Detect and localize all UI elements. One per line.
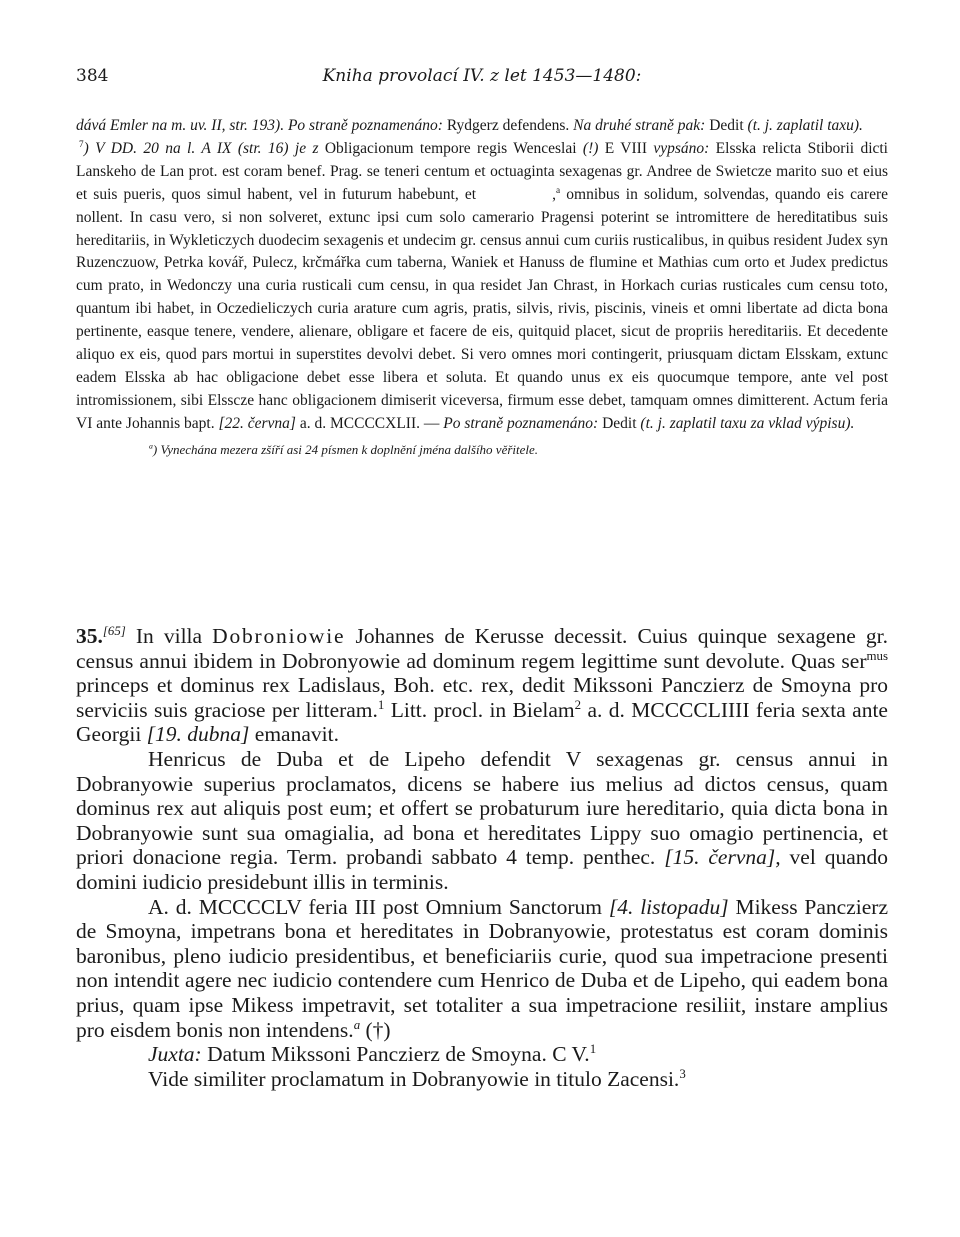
fn-text: Rydgerz defendens.	[442, 117, 574, 134]
date-note: [19. dubna]	[146, 722, 250, 747]
spaced-name: Dobroniowie	[212, 624, 346, 648]
fn-text: a. d. MCCCCXLII. —	[295, 414, 444, 432]
fn-text: E VIII	[598, 139, 654, 157]
fn-italic: (t. j. zaplatil taxu).	[747, 117, 863, 134]
text: (†)	[360, 1017, 391, 1042]
fn-italic: [22. června]	[218, 414, 296, 432]
text: Henricus de Duba et de Lipeho defendit V sexagenas gr. census annui in Dobranyowie superius proclamatos, dicens se habere ius melius ad dictos census, quam dominus rex aut aliquis post eum; et offert se probaturum iure hereditario, quia dicta bona in Dobranyowie sunt sua omagialia, ad bona et hereditates Lippy suo omagio pertinencia, et priori donacione regia. Term. probandi sabbato 4 temp. penthec.	[76, 746, 888, 870]
text: A. d. MCCCCLV feria III post Omnium Sanctorum	[148, 894, 609, 919]
text: Litt. procl. in Bielam	[384, 697, 575, 722]
fn-text: Elsska relicta Stiborii dicti Lanskeho de Lan prot. est coram benef. Prag. se teneri centum et octuaginta sexagenas gr. Andree de Swietcze marito suo et eius et suis pueris, quos simul habent, vel in futurum habebunt, et	[76, 139, 888, 203]
fn-italic: (t. j. zaplatil taxu za vklad výpisu).	[640, 414, 855, 432]
footnote-marker: 1	[377, 697, 385, 712]
note-marker: a	[556, 185, 561, 196]
text: a. d. MCCCCLIIII feria sexta ante Georgii	[76, 697, 888, 747]
running-header	[76, 62, 888, 90]
text: emanavit.	[249, 722, 339, 747]
fn-italic: vypsáno:	[653, 139, 710, 157]
note-text: ) Vynechána mezera zšíří asi 24 písmen k doplnění jména dalšího věřitele.	[152, 441, 539, 457]
text: Datum Mikssoni Panczierz de Smoyna. C V.	[201, 1042, 590, 1067]
text: Mikess Panczierz de Smoyna, impetrans bona et hereditates in Dobranyowie, protestatus est coram dominis baronibus, pleno iudicio presidentibus, et beneficiariis curie, quod sua impetracione presenti non intendit agere nec iudicio contendere cum Henrico de Duba et de Lipeho, qui eadem bona prius, quam ipse Mikess impetravit, set totaliter a sua impetracione resiliit, instare amplius pro eisdem bonis non intendens.	[76, 894, 888, 1042]
fn-text: Dedit	[705, 117, 748, 134]
entry-number: 35.	[76, 624, 103, 648]
entry-paragraph-2	[76, 747, 888, 895]
footnote-marker: 2	[574, 697, 582, 712]
juxta-label: Juxta:	[148, 1042, 202, 1067]
footnote-7: $^7$) V DD. 20 na l. A IX (str. 16) je z Obligacionum tempore regis Wenceslai (!) E VIII vypsáno: Elsska relicta Stiborii dicti Lanskeho de Lan prot. est coram benef. Prag. se teneri centum et octuaginta sexagenas gr. Andree de Swietcze marito suo et eius et suis pueris, quos simul habent, vel in futurum habebunt, et ,$^a$ omnibus in solidum, solvendas, quando eis carere nollent. In casu vero, si non solveret, extunc ipsi cum solo camerario Pragensi poterint se intromittere de hereditatibus suis hereditariis, in Wykleticzych duodecim sexagenis et undecim gr. census annui cum curiis rusticalibus, in quibus resident Judex syn Ruzenczuow, Petrka kovář, Pulecz, krčmářka cum taberna, Waniek et Hanuss de flumine et Mathias cum orto et Judex predictus cum prato, in Wedonczy una curia rusticali cum censu, in qua residet Jan Chrast, in Horkach curias rusticales cum censu toto, quantum ibi habet, in Oczedieliczych curia arature cum agris, pratis, silvis, rivis, piscinis, vineis et omni libertate ad dicta bona pertinente, easque tenere, vendere, alienare, obligare et facere de eis, quitquid placet, sicut de propriis hereditariis. Et decedente aliquo ex eis, quod pars mortui in superstites devolvi debet. Si vero omnes mori contingerit, priusquam dictam Elsskam, extunc eadem Elsska ab hac obligacione debet esse libera et soluta. Et quando unus ex eis quocumque tempore, ante vel post intromissionem, sibi Elsscze hanc obligacionem dimiserit viceversa, firmum esse debet, tamquam omnes dimitterent. Actum feria VI ante Johannis bapt. [22. června] a. d. MCCCCXLII. — Po straně poznamenáno: Dedit (t. j. zaplatil taxu za vklad výpisu).	[76, 139, 888, 432]
fn-italic: Na druhé straně pak:	[573, 117, 706, 134]
fn-italic: Po straně poznamenáno:	[443, 414, 599, 432]
text: In villa	[125, 624, 213, 648]
date-note: [15. června],	[664, 845, 781, 870]
text: princeps et dominus rex Ladislaus, Boh. etc. rex, dedit Mikssoni Panczierz de Smoyna pro serviciis suis graciose per litteram.	[76, 673, 888, 722]
entry-ref: [65]	[102, 623, 126, 638]
running-title: Kniha provolací IV. z let 1453—1480:	[322, 66, 642, 86]
fn-text: Dedit	[598, 414, 641, 432]
fn-italic: (!)	[582, 139, 599, 157]
footnotes-block	[76, 115, 888, 462]
text: vel quando domini iudicio presidebunt illis in terminis.	[76, 845, 889, 894]
abbrev-sup: mus	[866, 648, 888, 663]
footnote-continuation	[76, 115, 888, 138]
entry-paragraph-3	[76, 895, 888, 1043]
text: Vide similiter proclamatum in Dobranyowie in titulo Zacensi.	[148, 1066, 680, 1091]
footnote-marker: 7	[79, 139, 84, 150]
footnote-a	[76, 439, 888, 462]
footnote-marker: 1	[589, 1041, 597, 1056]
fn-text: Obligacionum tempore regis Wenceslai	[318, 139, 583, 157]
main-entry	[76, 624, 888, 1091]
date-note: [4. listopadu]	[608, 894, 729, 919]
text: Johannes de Kerusse decessit. Cuius quinque sexagene gr. census annui ibidem in Dobronyowie ad dominum regem legittime sunt devolute. Quas ser	[76, 624, 889, 673]
note-marker: a	[149, 441, 153, 451]
entry-paragraph-1	[76, 624, 888, 747]
fn-text: omnibus in solidum, solvendas, quando eis carere nollent. In casu vero, si non solveret, extunc ipsi cum solo camerario Pragensi poterint se intromittere de hereditatibus suis hereditariis, in Wykleticzych duodecim sexagenis et undecim gr. census annui cum curiis rusticalibus, in quibus resident Judex syn Ruzenczuow, Petrka kovář, Pulecz, krčmářka cum taberna, Waniek et Hanuss de flumine et Mathias cum orto et Judex predictus cum prato, in Wedonczy una curia rusticali cum censu, in qua residet Jan Chrast, in Horkach curias rusticales cum censu toto, quantum ibi habet, in Oczedieliczych curia arature cum agris, pratis, silvis, rivis, piscinis, vineis et omni libertate ad dicta bona pertinente, easque tenere, vendere, alienare, obligare et facere de eis, quitquid placet, sicut de propriis hereditariis. Et decedente aliquo ex eis, quod pars mortui in superstites devolvi debet. Si vero omnes mori contingerit, priusquam dictam Elsskam, extunc eadem Elsska ab hac obligacione debet esse libera et soluta. Et quando unus ex eis quocumque tempore, ante vel post intromissionem, sibi Elsscze hanc obligacionem dimiserit viceversa, firmum esse debet, tamquam omnes dimitterent. Actum feria VI ante Johannis bapt.	[76, 185, 888, 432]
fn-italic: ) V DD. 20 na l. A IX (str. 16) je z	[83, 139, 319, 157]
footnote-marker: 3	[679, 1066, 686, 1081]
note-marker: a	[353, 1017, 361, 1032]
entry-paragraph-5	[76, 1067, 888, 1092]
page-number: 384	[76, 66, 109, 86]
entry-paragraph-4	[76, 1042, 888, 1067]
fn-italic: dává Emler na m. uv. II, str. 193). Po straně poznamenáno:	[76, 117, 443, 134]
